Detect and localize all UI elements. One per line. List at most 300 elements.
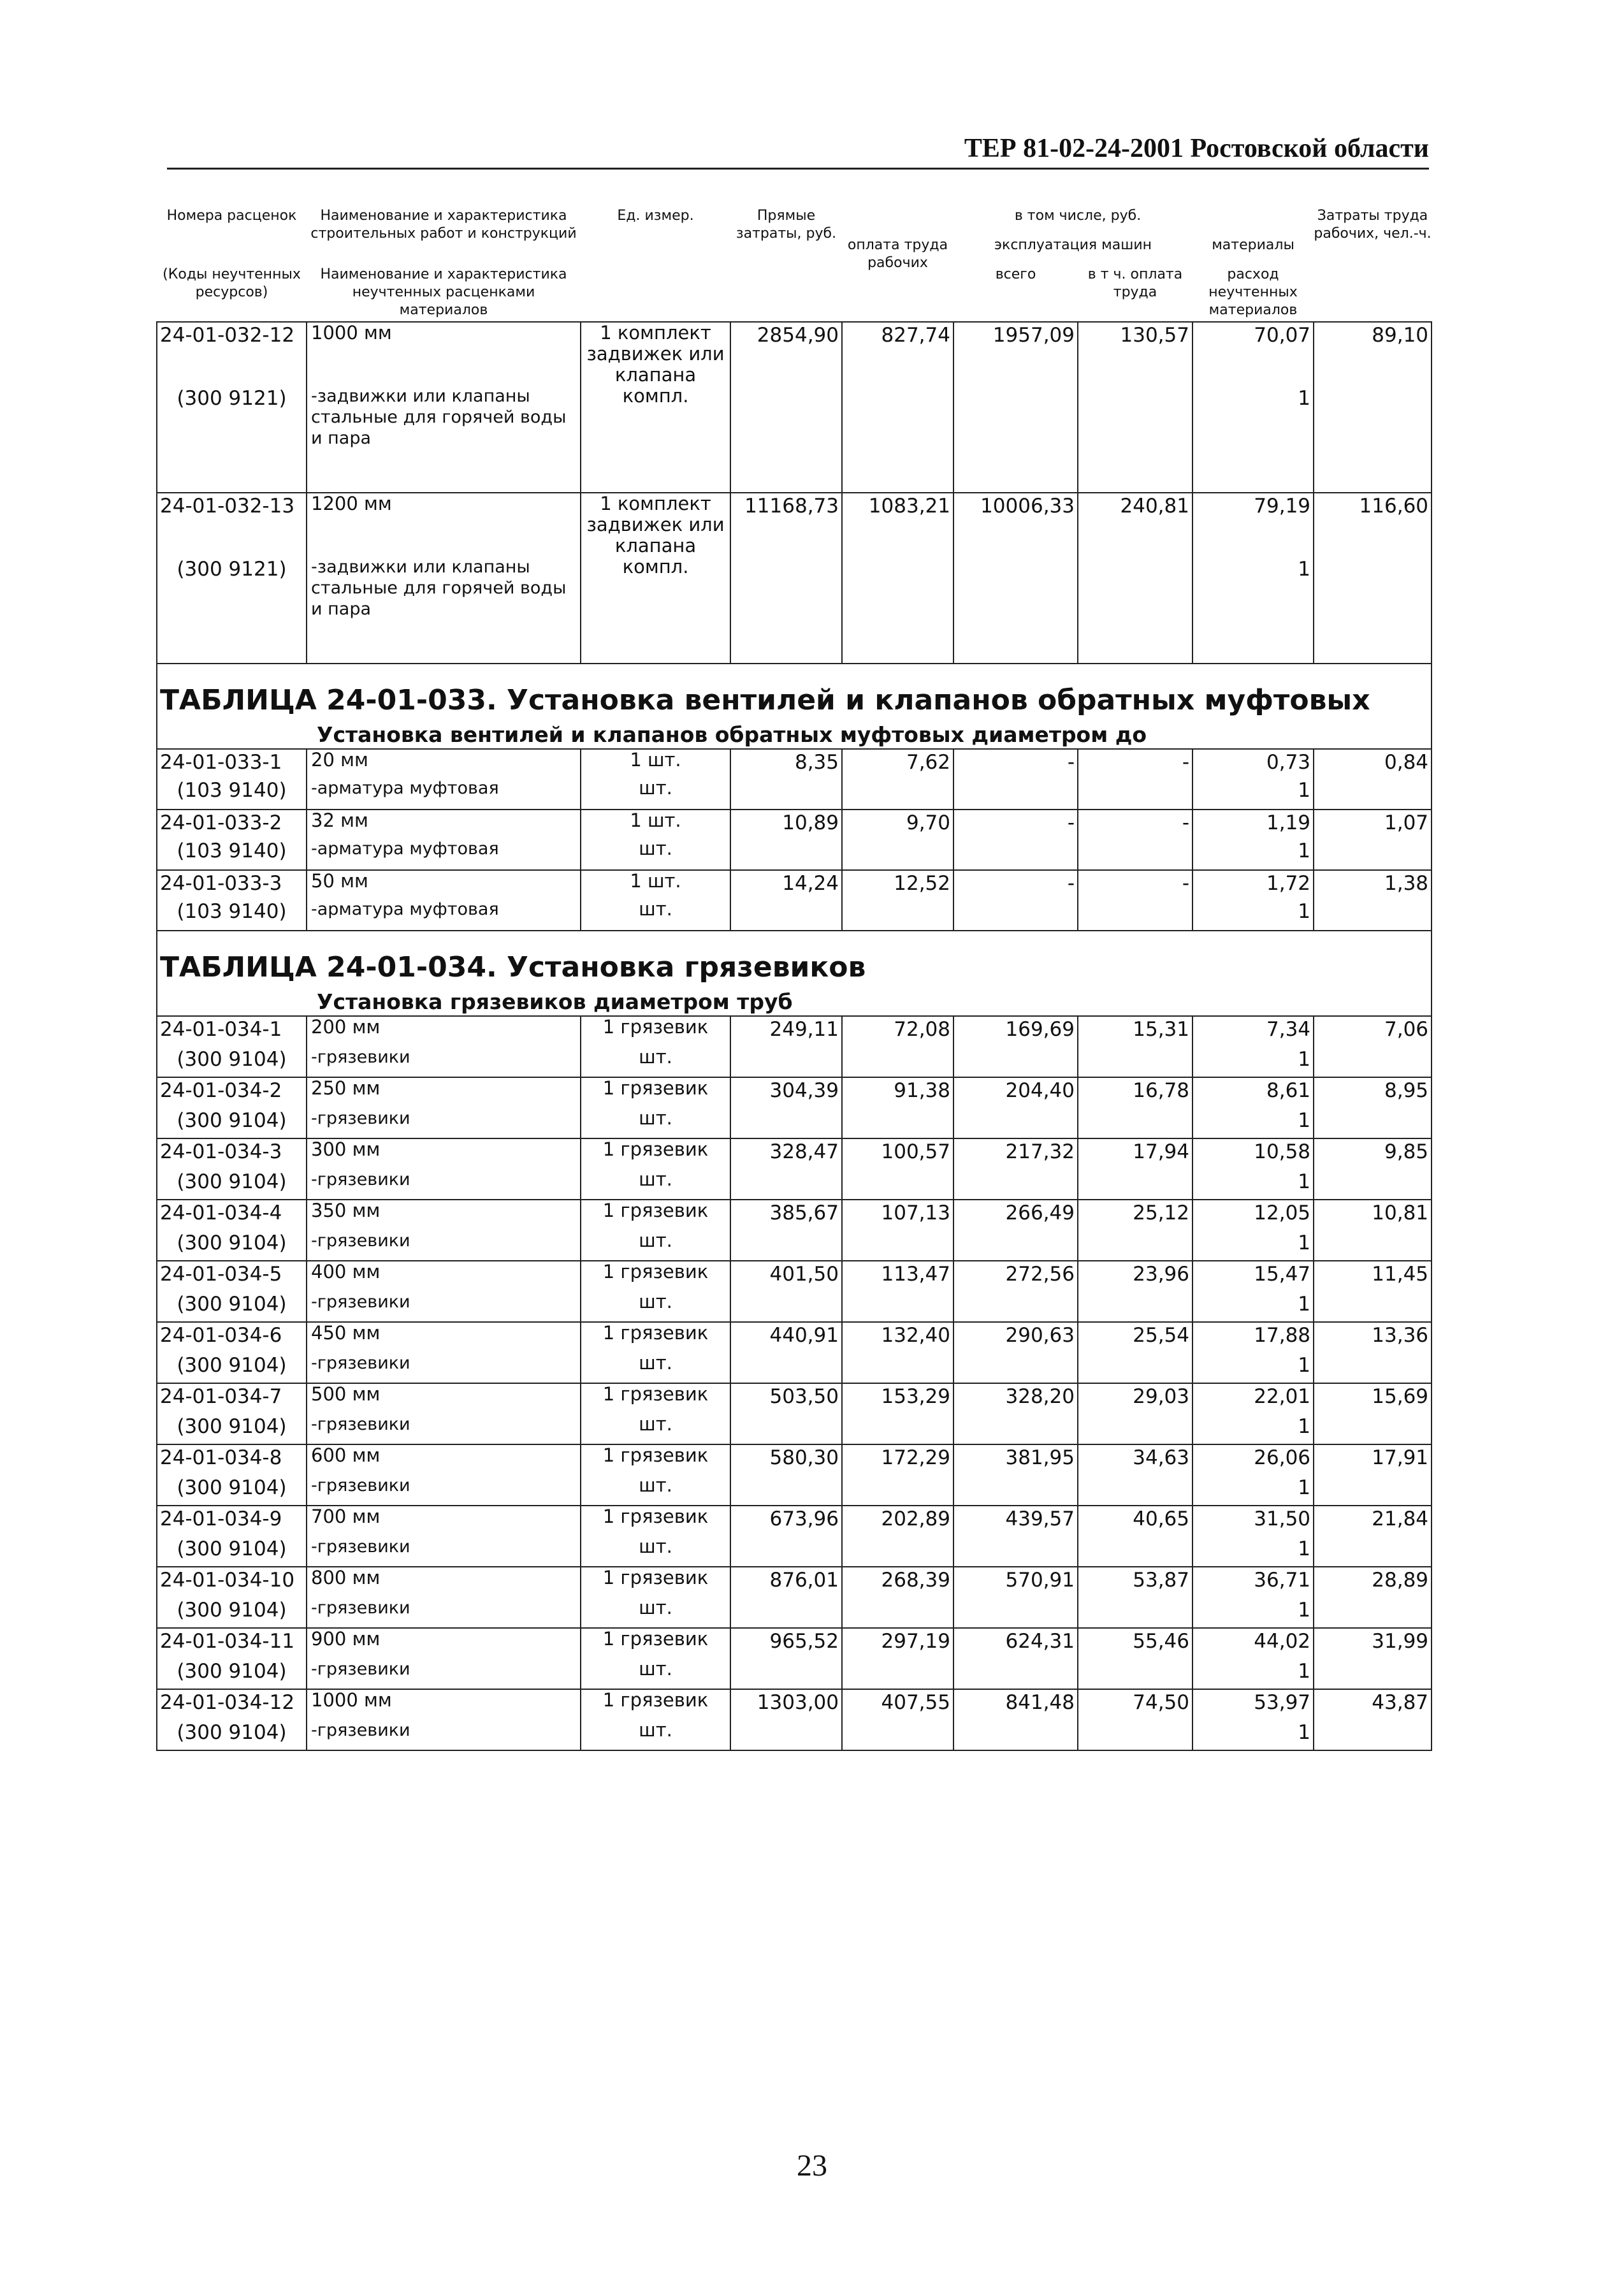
rate-row [157,322,1432,386]
header-code-bottom: (Коды неучтенных ресурсов) [163,266,301,300]
empty-cell [953,1414,1078,1444]
rate-code: 24-01-034-3 [157,1138,307,1169]
machines-wage: 23,96 [1078,1261,1193,1291]
worker-wage: 202,89 [842,1506,953,1536]
rate-row [157,1689,1432,1720]
table-034-rows [157,931,1432,1750]
empty-cell [730,1720,842,1750]
empty-cell [1314,1720,1432,1750]
empty-cell [1078,386,1193,493]
machines-wage: 29,03 [1078,1383,1193,1414]
header-unit: Ед. измер. [617,208,694,224]
empty-cell [842,386,953,493]
worker-wage: 827,74 [842,322,953,386]
resource-code: (300 9104) [157,1720,307,1750]
header-materials: материалы [1212,237,1294,253]
empty-cell [730,1659,842,1689]
rate-name: 700 мм [307,1506,581,1536]
empty-cell [1078,1414,1193,1444]
empty-cell [842,1169,953,1200]
resource-row [157,1047,1432,1077]
empty-cell [730,1414,842,1444]
empty-cell [1314,1475,1432,1506]
machines-wage: 74,50 [1078,1689,1193,1720]
resource-row [157,1169,1432,1200]
rate-row [157,1383,1432,1414]
empty-cell [730,556,842,664]
resource-code: (300 9104) [157,1536,307,1567]
resource-code: (300 9121) [157,386,307,493]
rate-unit: 1 грязевик [581,1261,730,1291]
empty-cell [1078,1230,1193,1261]
rate-row [157,1200,1432,1230]
table-033-rows [157,664,1432,931]
machines-wage: 53,87 [1078,1567,1193,1597]
table-033-subtitle: Установка вентилей и клапанов обратных муфтовых диаметром до [157,722,1432,749]
worker-wage: 12,52 [842,870,953,899]
empty-cell [842,1414,953,1444]
empty-cell [1078,1291,1193,1322]
header-name-bottom: Наименование и характеристика неучтенных расценками материалов [320,266,567,318]
worker-wage: 107,13 [842,1200,953,1230]
labor-costs: 13,36 [1314,1322,1432,1353]
resource-row [157,838,1432,870]
rate-row [157,1261,1432,1291]
resource-row [157,1475,1432,1506]
labor-costs: 15,69 [1314,1383,1432,1414]
resource-quantity: 1 [1193,1047,1314,1077]
empty-cell [1314,899,1432,931]
resource-unit: шт. [581,1353,730,1383]
rate-name: 800 мм [307,1567,581,1597]
empty-cell [842,1475,953,1506]
resource-row [157,1597,1432,1628]
empty-cell [730,1475,842,1506]
rate-code: 24-01-034-6 [157,1322,307,1353]
rate-code: 24-01-034-1 [157,1016,307,1047]
empty-cell [730,1291,842,1322]
resource-code: (300 9104) [157,1597,307,1628]
rate-unit: 1 грязевик [581,1322,730,1353]
header-code-top: Номера расценок [166,208,297,224]
resource-row [157,1720,1432,1750]
resource-quantity: 1 [1193,1720,1314,1750]
header-machines: эксплуатация машин [994,237,1152,253]
resource-name: -грязевики [307,1475,581,1506]
machines-total: 169,69 [953,1016,1078,1047]
header-materials-unaccounted: расход неучтенных материалов [1208,266,1298,318]
labor-costs: 89,10 [1314,322,1432,386]
empty-cell [842,1047,953,1077]
machines-total: 290,63 [953,1322,1078,1353]
resource-name: -грязевики [307,1047,581,1077]
resource-code: (300 9104) [157,1108,307,1138]
empty-cell [730,1230,842,1261]
direct-costs: 965,52 [730,1628,842,1659]
empty-cell [1078,1047,1193,1077]
empty-cell [1078,838,1193,870]
materials: 22,01 [1193,1383,1314,1414]
labor-costs: 9,85 [1314,1138,1432,1169]
empty-cell [1314,838,1432,870]
empty-cell [842,1720,953,1750]
empty-cell [953,1720,1078,1750]
empty-cell [1078,1597,1193,1628]
resource-unit: шт. [581,1659,730,1689]
materials: 1,72 [1193,870,1314,899]
resource-row [157,1659,1432,1689]
empty-cell [842,778,953,810]
empty-cell [842,838,953,870]
resource-quantity: 1 [1193,778,1314,810]
resource-name: -арматура муфтовая [307,899,581,931]
header-direct-costs: Прямые затраты, руб. [736,208,837,242]
empty-cell [953,1047,1078,1077]
empty-cell [1314,778,1432,810]
resource-quantity: 1 [1193,1291,1314,1322]
empty-cell [730,1536,842,1567]
empty-cell [1314,1230,1432,1261]
rate-name: 20 мм [307,749,581,778]
spacer [157,664,1432,681]
resource-name: -грязевики [307,1353,581,1383]
direct-costs: 440,91 [730,1322,842,1353]
resource-unit: шт. [581,1597,730,1628]
header-labor-costs: Затраты труда рабочих, чел.-ч. [1314,208,1432,242]
resource-unit: компл. [581,556,730,664]
labor-costs: 7,06 [1314,1016,1432,1047]
empty-cell [1314,1659,1432,1689]
resource-quantity: 1 [1193,1597,1314,1628]
materials: 44,02 [1193,1628,1314,1659]
direct-costs: 8,35 [730,749,842,778]
rate-row [157,1322,1432,1353]
resource-name: -задвижки или клапаны стальные для горячей воды и пара [307,386,581,493]
empty-cell [953,1659,1078,1689]
resource-unit: шт. [581,899,730,931]
direct-costs: 249,11 [730,1016,842,1047]
direct-costs: 1303,00 [730,1689,842,1720]
direct-costs: 14,24 [730,870,842,899]
rate-row [157,810,1432,838]
rate-row [157,749,1432,778]
resource-row [157,1414,1432,1444]
empty-cell [842,1597,953,1628]
resource-row [157,1536,1432,1567]
labor-costs: 43,87 [1314,1689,1432,1720]
resource-row [157,1291,1432,1322]
resource-code: (300 9104) [157,1414,307,1444]
resource-name: -задвижки или клапаны стальные для горячей воды и пара [307,556,581,664]
direct-costs: 503,50 [730,1383,842,1414]
empty-cell [1078,899,1193,931]
resource-unit: шт. [581,1169,730,1200]
rate-row [157,1506,1432,1536]
resource-unit: шт. [581,1291,730,1322]
worker-wage: 172,29 [842,1444,953,1475]
empty-cell [1078,1353,1193,1383]
rate-code: 24-01-033-1 [157,749,307,778]
machines-wage: 34,63 [1078,1444,1193,1475]
header-including: в том числе, руб. [1014,208,1142,224]
rate-unit: 1 грязевик [581,1200,730,1230]
resource-name: -грязевики [307,1720,581,1750]
empty-cell [953,1475,1078,1506]
rate-name: 50 мм [307,870,581,899]
resource-quantity: 1 [1193,899,1314,931]
header-worker-wage: оплата труда рабочих [847,237,948,271]
machines-wage: 17,94 [1078,1138,1193,1169]
resource-unit: шт. [581,838,730,870]
rate-name: 32 мм [307,810,581,838]
materials: 0,73 [1193,749,1314,778]
resource-code: (300 9104) [157,1475,307,1506]
empty-cell [1314,1353,1432,1383]
rate-unit: 1 шт. [581,749,730,778]
resource-quantity: 1 [1193,838,1314,870]
empty-cell [1314,1169,1432,1200]
empty-cell [842,1659,953,1689]
rate-unit: 1 грязевик [581,1689,730,1720]
rate-unit: 1 грязевик [581,1016,730,1047]
rate-code: 24-01-034-11 [157,1628,307,1659]
table-033-title: ТАБЛИЦА 24-01-033. Установка вентилей и клапанов обратных муфтовых [157,681,1432,722]
resource-quantity: 1 [1193,1659,1314,1689]
resource-row [157,1108,1432,1138]
empty-cell [1314,1291,1432,1322]
labor-costs: 116,60 [1314,493,1432,556]
rate-code: 24-01-034-4 [157,1200,307,1230]
worker-wage: 72,08 [842,1016,953,1047]
materials: 17,88 [1193,1322,1314,1353]
machines-wage: - [1078,870,1193,899]
rate-row [157,1628,1432,1659]
resource-code: (300 9104) [157,1047,307,1077]
empty-cell [1314,386,1432,493]
rate-code: 24-01-034-10 [157,1567,307,1597]
empty-cell [953,556,1078,664]
empty-cell [730,1047,842,1077]
machines-total: 624,31 [953,1628,1078,1659]
empty-cell [730,1108,842,1138]
resource-row [157,1230,1432,1261]
empty-cell [1078,1108,1193,1138]
empty-cell [953,778,1078,810]
direct-costs: 328,47 [730,1138,842,1169]
labor-costs: 31,99 [1314,1628,1432,1659]
rate-row [157,870,1432,899]
rate-row [157,493,1432,556]
resource-code: (103 9140) [157,899,307,931]
table-032-rows [157,322,1432,664]
resource-name: -арматура муфтовая [307,778,581,810]
resource-name: -грязевики [307,1659,581,1689]
worker-wage: 113,47 [842,1261,953,1291]
worker-wage: 132,40 [842,1322,953,1353]
direct-costs: 580,30 [730,1444,842,1475]
page-number: 23 [797,2149,827,2183]
resource-quantity: 1 [1193,1230,1314,1261]
labor-costs: 11,45 [1314,1261,1432,1291]
empty-cell [730,1597,842,1628]
resource-name: -грязевики [307,1230,581,1261]
resource-row [157,1353,1432,1383]
empty-cell [1314,556,1432,664]
rate-row [157,1077,1432,1108]
materials: 53,97 [1193,1689,1314,1720]
materials: 36,71 [1193,1567,1314,1597]
direct-costs: 11168,73 [730,493,842,556]
machines-total: - [953,810,1078,838]
resource-name: -грязевики [307,1108,581,1138]
resource-code: (300 9104) [157,1353,307,1383]
spacer [157,931,1432,948]
rate-name: 400 мм [307,1261,581,1291]
resource-unit: шт. [581,1414,730,1444]
rate-code: 24-01-034-12 [157,1689,307,1720]
machines-wage: 16,78 [1078,1077,1193,1108]
resource-code: (300 9104) [157,1291,307,1322]
materials: 31,50 [1193,1506,1314,1536]
resource-row [157,556,1432,664]
rate-unit: 1 комплект задвижек или клапана [581,322,730,386]
rate-row [157,1444,1432,1475]
empty-cell [842,1230,953,1261]
rate-name: 500 мм [307,1383,581,1414]
empty-cell [953,1536,1078,1567]
empty-cell [953,1108,1078,1138]
machines-wage: 55,46 [1078,1628,1193,1659]
resource-name: -грязевики [307,1597,581,1628]
machines-wage: 15,31 [1078,1016,1193,1047]
rate-code: 24-01-034-2 [157,1077,307,1108]
empty-cell [953,1169,1078,1200]
resource-quantity: 1 [1193,386,1314,493]
empty-cell [953,1597,1078,1628]
resource-name: -грязевики [307,1291,581,1322]
resource-name: -арматура муфтовая [307,838,581,870]
rate-name: 600 мм [307,1444,581,1475]
rate-unit: 1 грязевик [581,1138,730,1169]
empty-cell [1314,1047,1432,1077]
resource-quantity: 1 [1193,1414,1314,1444]
resource-code: (103 9140) [157,778,307,810]
rate-code: 24-01-033-3 [157,870,307,899]
empty-cell [730,1169,842,1200]
machines-wage: - [1078,810,1193,838]
worker-wage: 407,55 [842,1689,953,1720]
empty-cell [1078,1720,1193,1750]
machines-wage: 130,57 [1078,322,1193,386]
machines-total: 570,91 [953,1567,1078,1597]
materials: 15,47 [1193,1261,1314,1291]
empty-cell [953,899,1078,931]
machines-total: - [953,870,1078,899]
resource-unit: шт. [581,1536,730,1567]
empty-cell [842,1291,953,1322]
materials: 8,61 [1193,1077,1314,1108]
header-machines-total: всего [995,266,1036,282]
resource-code: (300 9104) [157,1659,307,1689]
materials: 79,19 [1193,493,1314,556]
resource-unit: шт. [581,1475,730,1506]
resource-row [157,899,1432,931]
labor-costs: 28,89 [1314,1567,1432,1597]
empty-cell [953,1291,1078,1322]
resource-unit: шт. [581,1230,730,1261]
rate-row [157,1016,1432,1047]
rate-code: 24-01-032-12 [157,322,307,386]
rate-name: 250 мм [307,1077,581,1108]
rate-row [157,1138,1432,1169]
materials: 1,19 [1193,810,1314,838]
machines-total: 439,57 [953,1506,1078,1536]
empty-cell [842,1536,953,1567]
direct-costs: 2854,90 [730,322,842,386]
rate-unit: 1 комплект задвижек или клапана [581,493,730,556]
resource-quantity: 1 [1193,1475,1314,1506]
resource-name: -грязевики [307,1414,581,1444]
empty-cell [842,1353,953,1383]
empty-cell [953,1353,1078,1383]
rate-code: 24-01-034-9 [157,1506,307,1536]
resource-row [157,386,1432,493]
empty-cell [1314,1597,1432,1628]
machines-wage: 240,81 [1078,493,1193,556]
rate-name: 450 мм [307,1322,581,1353]
resource-code: (300 9104) [157,1230,307,1261]
labor-costs: 8,95 [1314,1077,1432,1108]
resource-unit: шт. [581,778,730,810]
resource-quantity: 1 [1193,556,1314,664]
empty-cell [1078,1475,1193,1506]
machines-total: 272,56 [953,1261,1078,1291]
empty-cell [730,386,842,493]
materials: 12,05 [1193,1200,1314,1230]
direct-costs: 385,67 [730,1200,842,1230]
empty-cell [1078,1169,1193,1200]
rate-code: 24-01-033-2 [157,810,307,838]
machines-total: 204,40 [953,1077,1078,1108]
materials: 10,58 [1193,1138,1314,1169]
machines-wage: - [1078,749,1193,778]
worker-wage: 1083,21 [842,493,953,556]
resource-quantity: 1 [1193,1536,1314,1567]
empty-cell [842,556,953,664]
rate-code: 24-01-032-13 [157,493,307,556]
empty-cell [953,386,1078,493]
empty-cell [1314,1108,1432,1138]
empty-cell [730,838,842,870]
resource-quantity: 1 [1193,1353,1314,1383]
worker-wage: 91,38 [842,1077,953,1108]
empty-cell [953,1230,1078,1261]
machines-total: 217,32 [953,1138,1078,1169]
rate-unit: 1 грязевик [581,1444,730,1475]
resource-unit: шт. [581,1108,730,1138]
labor-costs: 0,84 [1314,749,1432,778]
rate-code: 24-01-034-5 [157,1261,307,1291]
worker-wage: 268,39 [842,1567,953,1597]
empty-cell [730,1353,842,1383]
worker-wage: 9,70 [842,810,953,838]
labor-costs: 17,91 [1314,1444,1432,1475]
empty-cell [1078,1659,1193,1689]
empty-cell [1078,1536,1193,1567]
direct-costs: 401,50 [730,1261,842,1291]
rate-unit: 1 грязевик [581,1506,730,1536]
price-table-sheet [156,207,1431,1751]
